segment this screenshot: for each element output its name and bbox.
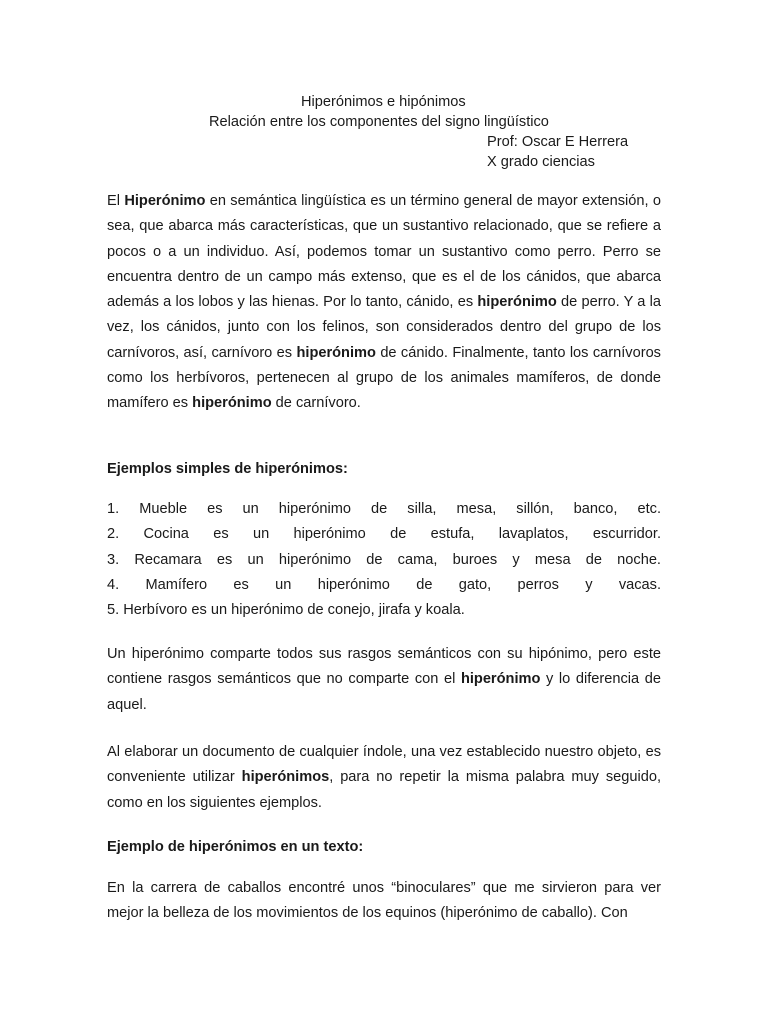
p2-bold-1: hiperónimo <box>460 671 541 688</box>
p4-text-1: En la carrera de caballos encontré unos “binoculares” que me sirvieron para ver mejor la belleza de los movimientos de los equinos (hiperónimo de caballo). Con <box>107 880 661 922</box>
p1-bold-4: hiperónimo <box>192 395 272 412</box>
document-subtitle: Relación entre los componentes del signo lingüístico <box>209 114 549 130</box>
example-item-3: 3. Recamara es un hiperónimo de cama, buroes y mesa de noche. <box>107 551 661 568</box>
examples-list <box>107 497 661 623</box>
p2-text-1: Un hiperónimo comparte todos sus rasgos semánticos con su hipónimo, pero este contiene rasgos semánticos que no comparte con el <box>107 646 661 688</box>
author-line: Prof: Oscar E Herrera <box>487 134 629 150</box>
paragraph-3 <box>107 740 661 816</box>
paragraph-2 <box>107 642 661 718</box>
p1-bold-3: hiperónimo <box>296 344 376 361</box>
example-item-5: 5. Herbívoro es un hiperónimo de conejo, jirafa y koala. <box>107 602 465 619</box>
heading-examples: Ejemplos simples de hiperónimos: <box>107 461 348 477</box>
p1-text-2: en semántica lingüística es un término general de mayor extensión, o sea, que abarca más características, que un sustantivo relacionado, que se refiere a pocos o a un individuo. Así, podemos tomar un sustantivo como perro. Perro se encuentra dentro de un campo más extenso, que es el de los cánidos, que abarca además a los lobos y las hienas. Por lo tanto, cánido, es <box>107 193 662 311</box>
example-item-4: 4. Mamífero es un hiperónimo de gato, perros y vacas. <box>107 576 661 593</box>
p1-text-3: de perro. Y a la vez, los cánidos, junto con los felinos, son considerados dentro del grupo de los carnívoros, así, carnívoro es <box>107 294 661 361</box>
p1-bold-2: hiperónimo <box>477 294 557 311</box>
p3-bold-1: hiperónimos <box>241 769 330 786</box>
paragraph-4 <box>107 876 661 927</box>
p3-text-1: Al elaborar un documento de cualquier índole, una vez establecido nuestro objeto, es conveniente utilizar <box>107 744 661 786</box>
p3-text-2: , para no repetir la misma palabra muy seguido, como en los siguientes ejemplos. <box>107 769 661 811</box>
example-item-2: 2. Cocina es un hiperónimo de estufa, lavaplatos, escurridor. <box>107 526 661 543</box>
heading-text-example: Ejemplo de hiperónimos en un texto: <box>107 839 364 855</box>
p1-text-4: de cánido. Finalmente, tanto los carnívoros como los herbívoros, pertenecen al grupo de los animales mamíferos, de donde mamífero es <box>107 344 661 412</box>
grade-line: X grado ciencias <box>487 154 595 170</box>
paragraph-1 <box>107 189 661 417</box>
example-item-1: 1. Mueble es un hiperónimo de silla, mesa, sillón, banco, etc. <box>107 501 661 517</box>
p1-text-1: El <box>107 193 125 209</box>
section-heading-examples <box>107 458 661 480</box>
p1-bold-1: Hiperónimo <box>124 193 206 209</box>
p2-text-2: y lo diferencia de aquel. <box>107 671 661 713</box>
p1-text-5: de carnívoro. <box>271 395 361 412</box>
section-heading-text-example <box>107 836 661 858</box>
document-title: Hiperónimos e hipónimos <box>301 94 466 110</box>
